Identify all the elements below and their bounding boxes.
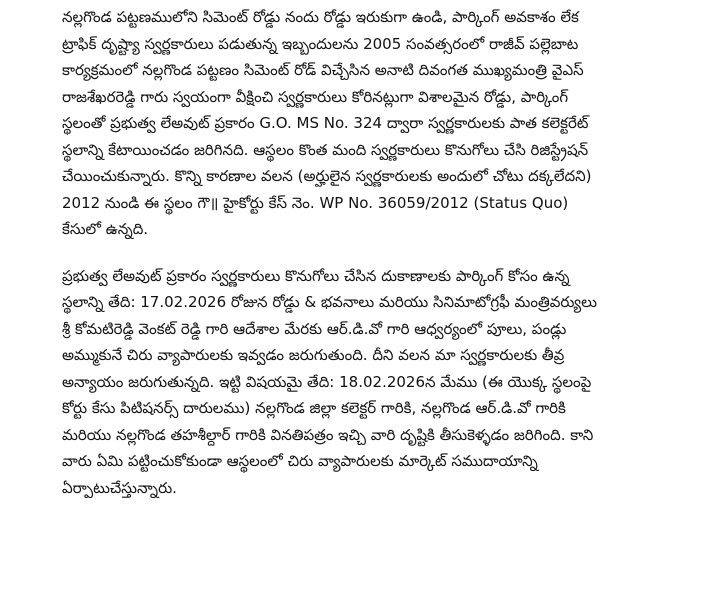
paragraph-line: అన్యాయం జరుగుతున్నది. ఇట్టి విషయమై తేది: 18.02.2026న మేము (ఈ యొక్క స్థలంపై <box>62 372 592 391</box>
paragraph-line: కేసులో ఉన్నది. <box>62 220 149 238</box>
paragraph-line: ట్రాఫిక్ దృష్ట్యా స్వర్ణకారులు పడుతున్న ఇబ్బందులను 2005 సంవత్సరంలో రాజీవ్ పల్లెబాట <box>62 34 579 53</box>
paragraph-line: స్థలంతో ప్రభుత్వ లేఅవుట్ ప్రకారం G.O. MS No. 324 ద్వారా స్వర్ణకారులకు పాత కలెక్టరేట్ <box>62 114 589 132</box>
paragraph-line: స్థలాన్ని కేటాయించడం జరిగినది. ఆస్థలం కొంత మంది స్వర్ణకారులు కొనుగోలు చేసి రిజిస్ట్రేషన్ <box>62 140 589 159</box>
paragraph-line: వారు ఏమి పట్టించుకోకుండా ఆస్థలంలో చిరు వ్యాపారులకు మార్కెట్ సముదాయాన్ని <box>62 452 538 470</box>
paragraph-line: నల్లగొండ పట్టణములోని సిమెంట్ రోడ్డు నందు రోడ్డు ఇరుకుగా ఉండి, పార్కింగ్ అవకాశం లేక <box>62 8 579 26</box>
paragraph-line: మరియు నల్లగొండ తహశీల్దార్ గారికి వినతిపత్రం ఇచ్చి వారి దృష్టికి తీసుకెళ్ళడం జరిగింది. కాని <box>62 425 594 444</box>
paragraph-2 <box>62 263 692 502</box>
paragraph-line: ప్రభుత్వ లేఅవుట్ ప్రకారం స్వర్ణకారులు కొనుగోలు చేసిన దుకాణాలకు పార్కింగ్ కోసం ఉన్న <box>62 266 570 285</box>
paragraph-line: కార్యక్రమంలో నల్లగొండ పట్టణం సిమెంట్ రోడ్ విచ్చేసిన అనాటి దివంగత ముఖ్యమంత్రి వైఎస్ <box>62 61 584 79</box>
paragraph-line: రాజశేఖరరెడ్డి గారు స్వయంగా వీక్షించి స్వర్ణకారులు కోరినట్లుగా విశాలమైన రోడ్డు, పార్కింగ్ <box>62 87 569 106</box>
paragraph-line: స్థలాన్ని తేది: 17.02.2026 రోజున రోడ్డు & భవనాలు మరియు సినిమాటోగ్రఫీ మంత్రివర్యులు <box>62 293 597 311</box>
paragraph-line: కోర్టు కేసు పిటిషనర్స్ దారులము) నల్లగొండ జిల్లా కలెక్టర్ గారికి, నల్లగొండ ఆర్.డి.వో గారికి <box>62 399 566 417</box>
paragraph-line: శ్రీ కోమటిరెడ్డి వెంకట్ రెడ్డి గారి ఆదేశాల మేరకు ఆర్.డి.వో గారి ఆధ్వర్యంలో పూలు, పండ్లు <box>62 319 567 338</box>
paragraph-line: అమ్ముకునే చిరు వ్యాపారులకు ఇవ్వడం జరుగుతుంది. దీని వలన మా స్వర్ణకారులకు తీవ్ర <box>62 346 565 364</box>
paragraph-line: 2012 నుండి ఈ స్థలం గౌ॥ హైకోర్టు కేస్ నెం. WP No. 36059/2012 (Status Quo) <box>62 193 569 212</box>
paragraph-line: చేయించుకున్నారు. కొన్ని కారణాల వలన (అర్హులైన స్వర్ణకారులకు అందులో చోటు దక్కలేదని) <box>62 167 592 185</box>
paragraph-line: ఏర్పాటుచేస్తున్నారు. <box>62 478 177 497</box>
paragraph-1 <box>62 4 692 243</box>
